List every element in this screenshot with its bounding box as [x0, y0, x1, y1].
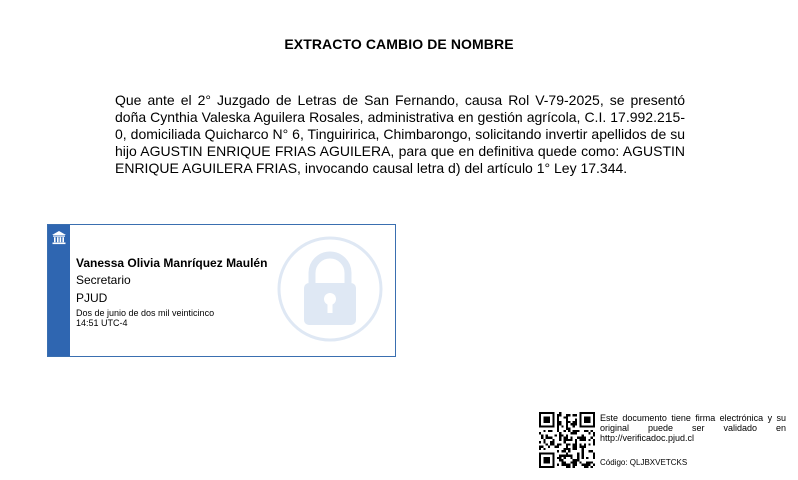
courthouse-icon: [51, 230, 67, 246]
signature-sidebar: [48, 225, 70, 356]
document-title: EXTRACTO CAMBIO DE NOMBRE: [284, 36, 514, 52]
signature-date: Dos de junio de dos mil veinticinco: [76, 308, 215, 318]
signature-box: [47, 224, 396, 357]
signer-role: Secretario: [76, 273, 131, 287]
signer-name: Vanessa Olivia Manríquez Maulén: [76, 256, 268, 270]
verification-code: Código: QLJBXVETCKS: [600, 458, 688, 467]
signer-organization: PJUD: [76, 291, 108, 305]
document-body: Que ante el 2° Juzgado de Letras de San Fernando, causa Rol V-79-2025, se presentó doña Cynthia Valeska Aguilera Rosales, administrativa en gestión agrícola, C.I. 17.992.215-0, domiciliada Quicharco N° 6, Tinguiririca, Chimbarongo, solicitando invertir apellidos de su hijo AGUSTIN ENRIQUE FRIAS AGUILERA, para que en definitiva quede como: AGUSTIN ENRIQUE AGUILERA FRIAS, invocando causal letra d) del artículo 1° Ley 17.344.: [115, 92, 685, 176]
lock-icon: [276, 235, 384, 343]
verification-notice: Este documento tiene firma electrónica y su original puede ser validado en http://verificadoc.pjud.cl: [600, 413, 786, 443]
signature-datetime: [76, 308, 214, 328]
qr-code[interactable]: [539, 412, 595, 468]
signature-time: 14:51 UTC-4: [76, 318, 128, 328]
